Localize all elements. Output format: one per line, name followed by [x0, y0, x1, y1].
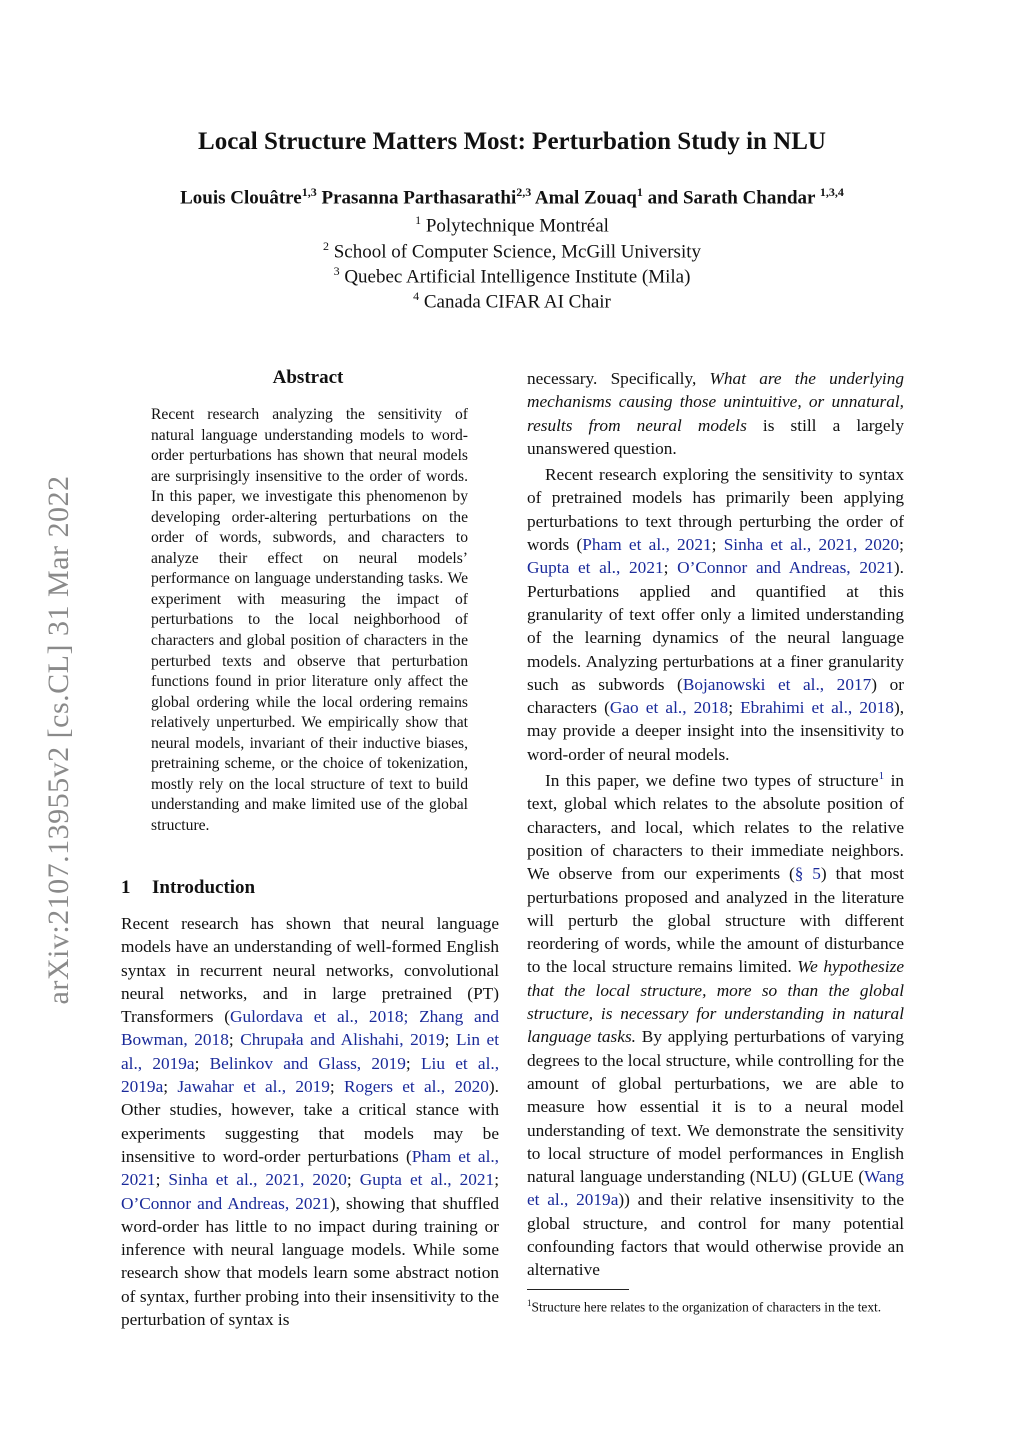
author-name: Prasanna Parthasarathi [321, 187, 517, 209]
left-column [121, 912, 499, 1331]
citation-link[interactable]: Bojanowski et al., 2017 [682, 674, 872, 694]
paragraph: Recent research has shown that neural language models have an understanding of well-formed English syntax in recurrent neural networks, convolutional neural networks, and in large pretrained (PT) Transformers (Gulordava et al., 2018; Zhang and Bowman, 2018; Chrupała and Alishahi, 2019; Lin et al., 2019a; Belinkov and Glass, 2019; Liu et al., 2019a; Jawahar et al., 2019; Rogers et al., 2020). Other studies, however, take a critical stance with experiments suggesting that models may be insensitive to word-order perturbations (Pham et al., 2021; Sinha et al., 2021, 2020; Gupta et al., 2021; O’Connor and Andreas, 2021), showing that shuffled word-order has little to no impact during training or inference with neural language models. While some research show that models learn some abstract notion of syntax, further probing into their insensitivity to the perturbation of syntax is [121, 914, 500, 1330]
right-column [527, 367, 904, 1282]
paragraph: Recent research exploring the sensitivity to syntax of pretrained models has primarily been applying perturbations to text through perturbing the order of words (Pham et al., 2021; Sinha et al., 2021, 2020; Gupta et al., 2021; O’Connor and Andreas, 2021). Perturbations applied and quantified at this granularity of text offer only a limited understanding of the learning dynamics of the neural language models. Analyzing perturbations at a finer granularity such as subwords (Bojanowski et al., 2017) or characters (Gao et al., 2018; Ebrahimi et al., 2018), may provide a deeper insight into the insensitivity to word-order of neural models. [527, 465, 905, 764]
affiliation-number: 4 [413, 289, 420, 303]
citation-link[interactable]: Sinha et al., 2021, 2020 [723, 535, 900, 555]
citation-link[interactable]: Jawahar et al., 2019 [177, 1077, 330, 1097]
affiliation [0, 289, 1024, 313]
affiliation-number: 1 [415, 213, 422, 227]
abstract-text: Recent research analyzing the sensitivity of natural language understanding models to word-order perturbations has shown that neural models are surprisingly insensitive to the order of words. In this paper, we investigate this phenomenon by developing order-altering perturbations on the order of words, subwords, and characters to analyze their effect on neural models’ performance on language understanding tasks. We experiment with measuring the impact of perturbations to the local neighborhood of characters and global position of characters in the perturbed texts and observe that perturbation functions found in prior literature only affect the global ordering while the local ordering remains relatively unperturbed. We empirically show that neural models, invariant of their inductive biases, pretraining scheme, or the choice of tokenization, mostly rely on the local structure of text to build understanding and make limited use of the global structure. [151, 406, 468, 834]
author-name: and Sarath Chandar [647, 187, 816, 209]
citation-link[interactable]: Belinkov and Glass, 2019 [209, 1053, 406, 1073]
footnote-marker[interactable]: 1 [878, 770, 885, 783]
paper-title: Local Structure Matters Most: Perturbation Study in NLU [198, 128, 826, 155]
affiliation-text: School of Computer Science, McGill University [333, 241, 702, 263]
affiliation [0, 213, 1024, 237]
citation-link[interactable]: O’Connor and Andreas, 2021 [121, 1193, 330, 1213]
affiliation-text: Polytechnique Montréal [425, 215, 609, 237]
footnote [527, 1294, 904, 1316]
citation-link[interactable]: Gulordava et al., 2018; Zhang and Bowman, 2018 [121, 1007, 499, 1050]
citation-link[interactable]: Ebrahimi et al., 2018 [740, 698, 894, 718]
section-heading [121, 877, 255, 899]
author-affiliation-marker: 2,3 [516, 185, 532, 199]
section-number: 1 [121, 877, 131, 898]
affiliation [0, 239, 1024, 263]
citation-link[interactable]: Gupta et al., 2021 [527, 558, 664, 578]
affiliation-number: 2 [322, 239, 329, 253]
author-name: Louis Clouâtre [180, 187, 302, 209]
citation-link[interactable]: Rogers et al., 2020 [343, 1077, 489, 1097]
citation-link[interactable]: Lin et al., 2019a [121, 1030, 500, 1073]
citation-link[interactable]: Gupta et al., 2021 [359, 1170, 495, 1190]
author-affiliation-marker: 1 [636, 185, 643, 199]
affiliation-text: Quebec Artificial Intelligence Institute (Mila) [344, 266, 691, 288]
affiliation [0, 264, 1024, 288]
footnote-text: Structure here relates to the organization of characters in the text. [531, 1299, 882, 1315]
paragraph: necessary. Specifically, What are the underlying mechanisms causing those unintuitive, or unnatural, results from neural models is still a largely unanswered question. [527, 369, 905, 458]
citation-link[interactable]: O’Connor and Andreas, 2021 [677, 558, 894, 578]
citation-link[interactable]: Wang et al., 2019a [527, 1167, 904, 1210]
affiliation-number: 3 [333, 264, 340, 278]
author-affiliation-marker: 1,3 [301, 185, 317, 199]
abstract-heading: Abstract [272, 367, 344, 388]
footnote-number: 1 [527, 1298, 532, 1308]
author-affiliation-marker: 1,3,4 [819, 185, 844, 199]
citation-link[interactable]: Pham et al., 2021 [582, 535, 712, 555]
citation-link[interactable]: Chrupała and Alishahi, 2019 [240, 1030, 445, 1050]
citation-link[interactable]: Liu et al., 2019a [121, 1053, 500, 1097]
citation-link[interactable]: Gao et al., 2018 [609, 698, 729, 718]
section-title: Introduction [152, 877, 256, 898]
author-list [0, 185, 1024, 209]
affiliation-text: Canada CIFAR AI Chair [423, 291, 611, 313]
paragraph: In this paper, we define two types of structure$^1$ in text, global which relates to the absolute position of characters, and local, which relates to the relative position of characters to their immediate neighbors. We observe from our experiments (§ 5) that most perturbations proposed and analyzed in the literature will perturb the global structure with different reordering of words, while the amount of disturbance to the local structure remains limited. We hypothesize that the local structure, more so than the global structure, is necessary for understanding in natural language tasks. By applying perturbations of varying degrees to the local structure, while controlling for the amount of global perturbations, we are able to measure how essential it is to a neural model understanding of text. We demonstrate the sensitivity to local structure of model performances in English natural language understanding (NLU) (GLUE (Wang et al., 2019a)) and their relative insensitivity to the global structure, and control for many potential confounding factors that would otherwise provide an alternative [527, 770, 905, 1280]
citation-link[interactable]: Pham et al., 2021 [121, 1146, 500, 1190]
footnote-divider [527, 1289, 629, 1290]
citation-link[interactable]: Sinha et al., 2021, 2020 [168, 1170, 347, 1190]
author-name: Amal Zouaq [534, 187, 637, 209]
section-reference-link[interactable]: § 5 [794, 864, 821, 884]
arxiv-identifier: arXiv:2107.13955v2 [cs.CL] 31 Mar 2022 [42, 475, 75, 1005]
